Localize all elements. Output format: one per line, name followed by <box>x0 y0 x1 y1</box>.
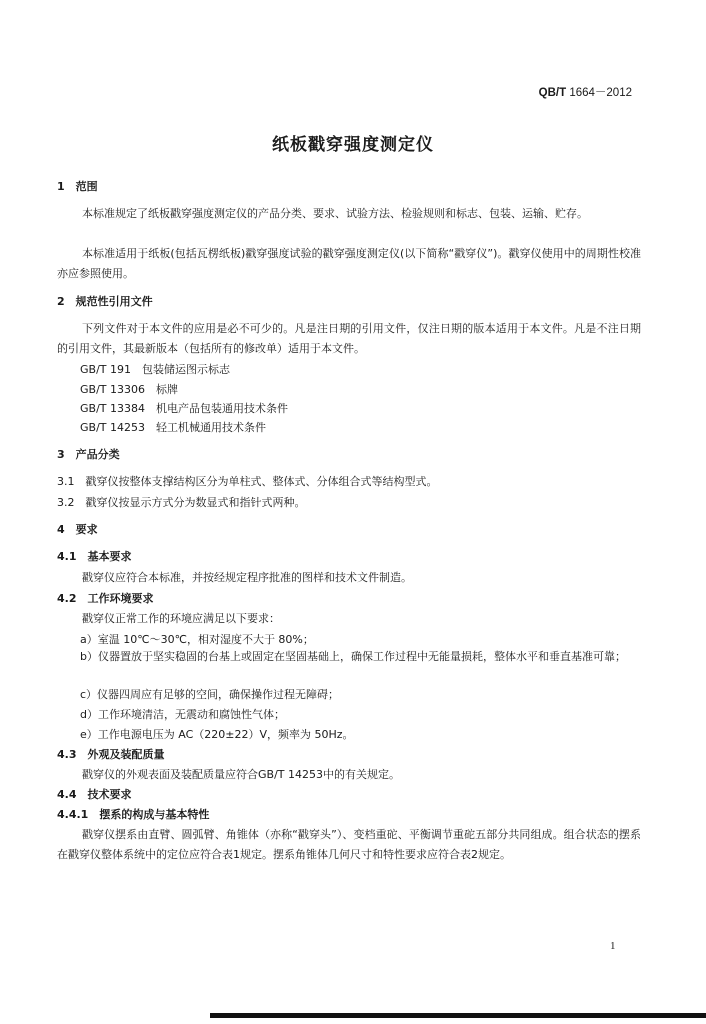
reference-item: GB/T 191 包装储运图示标志 <box>80 363 230 376</box>
section-1-paragraph-1: 本标准规定了纸板戳穿强度测定仪的产品分类、要求、试验方法、检验规则和标志、包装、运输、贮存。 <box>82 207 588 220</box>
list-item: c）仪器四周应有足够的空间，确保操作过程无障碍； <box>80 688 340 701</box>
clause-3-2: 3.2 戳穿仪按显示方式分为数显式和指针式两种。 <box>57 496 306 509</box>
document-title: 纸板戳穿强度测定仪 <box>272 135 434 155</box>
clause-4-4-heading: 4.4 技术要求 <box>57 788 132 801</box>
standard-prefix: QB/T <box>538 87 567 99</box>
section-4-heading: 4 要求 <box>57 523 98 536</box>
reference-item: GB/T 14253 轻工机械通用技术条件 <box>80 421 266 434</box>
list-item: e）工作电源电压为 AC（220±22）V，频率为 50Hz。 <box>80 728 354 741</box>
reference-item: GB/T 13384 机电产品包装通用技术条件 <box>80 402 288 415</box>
standard-code <box>539 84 632 100</box>
section-3-heading: 3 产品分类 <box>57 448 120 461</box>
section-1-paragraph-2: 本标准适用于纸板(包括瓦楞纸板)戳穿强度试验的戳穿强度测定仪(以下简称“戳穿仪”)。戳穿仪使用中的周期性校准亦应参照使用。 <box>57 247 641 280</box>
clause-4-1-heading: 4.1 基本要求 <box>57 550 132 563</box>
clause-4-3-heading: 4.3 外观及装配质量 <box>57 748 165 761</box>
section-1-heading: 1 范围 <box>57 180 98 193</box>
scan-edge-bar <box>210 1013 706 1018</box>
clause-4-4-1-heading: 4.4.1 摆系的构成与基本特性 <box>57 808 210 821</box>
clause-4-1-text: 戳穿仪应符合本标准，并按经规定程序批准的图样和技术文件制造。 <box>82 571 412 584</box>
list-item: a）室温 10℃～30℃，相对湿度不大于 80%； <box>80 633 314 646</box>
reference-item: GB/T 13306 标牌 <box>80 383 178 396</box>
clause-4-2-text: 戳穿仪正常工作的环境应满足以下要求： <box>82 612 280 625</box>
clause-4-2-heading: 4.2 工作环境要求 <box>57 592 154 605</box>
clause-3-1: 3.1 戳穿仪按整体支撑结构区分为单柱式、整体式、分体组合式等结构型式。 <box>57 475 438 488</box>
section-2-heading: 2 规范性引用文件 <box>57 295 153 308</box>
clause-4-3-text: 戳穿仪的外观表面及装配质量应符合GB/T 14253中的有关规定。 <box>82 768 400 781</box>
page-number: 1 <box>610 940 616 952</box>
list-item: d）工作环境清洁，无震动和腐蚀性气体； <box>80 708 285 721</box>
section-2-paragraph: 下列文件对于本文件的应用是必不可少的。凡是注日期的引用文件，仅注日期的版本适用于本文件。凡是不注日期的引用文件，其最新版本（包括所有的修改单）适用于本文件。 <box>57 322 641 355</box>
clause-4-4-1-text: 戳穿仪摆系由直臂、圆弧臂、角锥体（亦称“戳穿头”）、变档重砣、平衡调节重砣五部分共同组成。组合状态的摆系在戳穿仪整体系统中的定位应符合表1规定。摆系角锥体几何尺寸和特性要求应符合表2规定。 <box>57 828 641 861</box>
list-item: b）仪器置放于坚实稳固的台基上或固定在坚固基础上，确保工作过程中无能量损耗，整体水平和垂直基准可靠； <box>80 650 626 663</box>
standard-number: 1664－2012 <box>569 87 632 99</box>
